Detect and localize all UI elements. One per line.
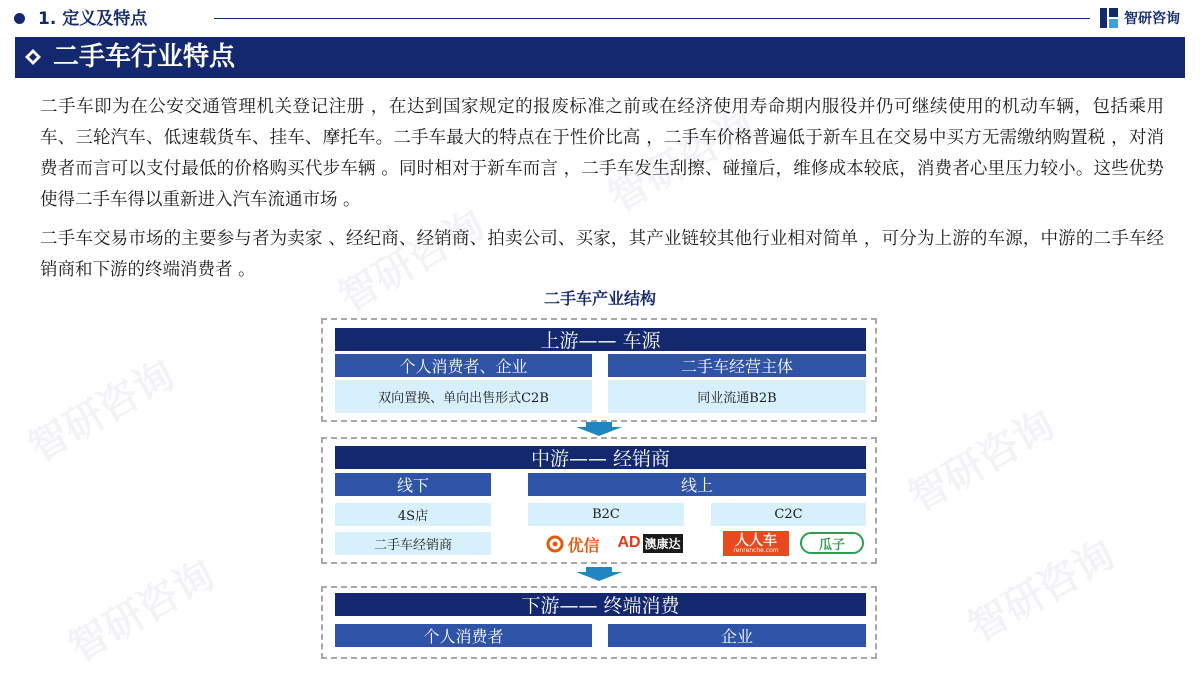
upstream-left-desc: 双向置换、单向出售形式C2B bbox=[335, 380, 592, 413]
watermark: 智研咨询 bbox=[330, 201, 493, 322]
renrenche-logo-url: renrenche.com bbox=[733, 546, 779, 554]
offline-item-dealer: 二手车经销商 bbox=[335, 532, 491, 555]
c2c-label: C2C bbox=[711, 503, 866, 526]
diagram-title: 二手车产业结构 bbox=[543, 289, 656, 308]
watermark: 智研咨询 bbox=[60, 551, 223, 672]
watermark: 智研咨询 bbox=[900, 401, 1063, 522]
brand-name: 智研咨询 bbox=[1124, 11, 1180, 27]
market-paragraph: 二手车交易市场的主要参与者为卖家 、经纪商、经销商、拍卖公司、买家，其产业链较其他行业相对简单 ，可分为上游的车源，中游的二手车经销商和下游的终端消费者 。 bbox=[40, 229, 1164, 280]
downstream-title: 下游—— 终端消费 bbox=[335, 593, 866, 616]
midstream-title: 中游—— 经销商 bbox=[335, 446, 866, 469]
watermark: 智研咨询 bbox=[600, 101, 763, 222]
upstream-title: 上游—— 车源 bbox=[335, 328, 866, 351]
manhuada-logo bbox=[615, 531, 685, 555]
online-label: 线上 bbox=[528, 473, 866, 496]
guazi-logo bbox=[800, 532, 864, 554]
b2c-label: B2C bbox=[528, 503, 684, 526]
manhuada-logo-text: 澳康达 bbox=[643, 534, 683, 553]
section-title: 1. 定义及特点 bbox=[38, 9, 148, 29]
section-header bbox=[14, 7, 1186, 31]
upstream-right-desc: 同业流通B2B bbox=[608, 380, 866, 413]
bullet-icon bbox=[14, 13, 25, 24]
flow-arrow-icon bbox=[576, 422, 622, 436]
offline-item-4s: 4S店 bbox=[335, 503, 491, 526]
brand-logo-icon bbox=[1100, 8, 1118, 28]
title-banner bbox=[15, 37, 1185, 78]
renrenche-logo bbox=[723, 531, 789, 556]
intro-paragraph: 二手车即为在公安交通管理机关登记注册 ，在达到国家规定的报废标准之前或在经济使用寿命期内服役并仍可继续使用的机动车辆，包括乘用车、三轮汽车、低速载货车、挂车、摩托车。二手车最大的特点在于性价比高 ，二手车价格普遍低于新车且在交易中买方无需缴纳购置税 ，对消费者而言可以支付最低的价格购买代步车辆 。同时相对于新车而言 ，二手车发生刮擦、碰撞后，维修成本较底，消费者心里压力较小。这些优势使得二手车得以重新进入汽车流通市场 。 bbox=[40, 97, 1164, 210]
downstream-right-label: 企业 bbox=[608, 624, 866, 647]
youxin-logo-icon bbox=[546, 535, 564, 553]
upstream-right-label: 二手车经营主体 bbox=[608, 354, 866, 377]
flow-arrow-icon bbox=[576, 567, 622, 581]
watermark: 智研咨询 bbox=[20, 351, 183, 472]
youxin-logo-text: 优信 bbox=[567, 535, 600, 555]
manhuada-logo-abbr: AD bbox=[617, 534, 641, 551]
guazi-logo-text: 瓜子 bbox=[818, 537, 845, 553]
upstream-left-label: 个人消费者、企业 bbox=[335, 354, 592, 377]
diamond-icon bbox=[25, 49, 41, 65]
youxin-logo bbox=[540, 533, 606, 555]
page-title: 二手车行业特点 bbox=[53, 42, 236, 72]
watermark: 智研咨询 bbox=[960, 531, 1123, 652]
renrenche-logo-text: 人人车 bbox=[735, 532, 777, 549]
downstream-left-label: 个人消费者 bbox=[335, 624, 592, 647]
offline-label: 线下 bbox=[335, 473, 491, 496]
header-divider bbox=[214, 18, 1090, 19]
